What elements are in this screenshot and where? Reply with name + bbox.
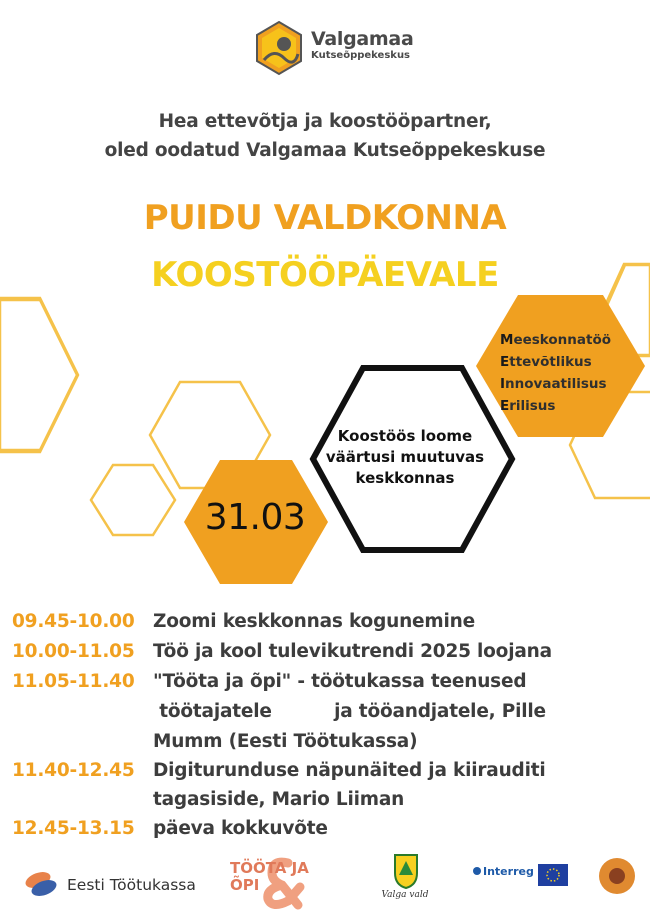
schedule-desc: päeva kokkuvõte — [153, 818, 328, 839]
gosmart-logo-icon — [597, 857, 637, 897]
toota-ja-opi-logo-text: TÖÖTA JA ÕPI — [230, 859, 309, 894]
schedule-time: 12.45-13.15 — [12, 818, 135, 839]
value-item: Innovaatilisus — [500, 376, 607, 392]
headline-line-2: KOOSTÖÖPÄEVALE — [151, 255, 499, 295]
schedule-desc: tagasiside, Mario Liiman — [153, 789, 405, 810]
valga-vald-coat-of-arms-icon — [393, 853, 419, 889]
eesti-tootukassa-logo-icon — [22, 866, 64, 902]
eu-flag-icon — [538, 864, 568, 886]
schedule-desc: Zoomi keskkonnas kogunemine — [153, 611, 475, 632]
value-item: Erilisus — [500, 398, 556, 414]
logo-subtitle: Kutseõppekeskus — [311, 50, 411, 61]
schedule-desc: Digiturunduse näpunäited ja kiirauditi — [153, 760, 546, 781]
schedule-time: 09.45-10.00 — [12, 611, 135, 632]
outline-hexagon — [91, 465, 175, 535]
logo-text — [311, 28, 413, 62]
logo-name: Valgamaa — [311, 28, 414, 50]
value-item: Meeskonnatöö — [500, 332, 612, 348]
valga-vald-logo-text: Valga vald — [381, 890, 429, 900]
schedule-desc: "Tööta ja õpi" - töötukassa teenused — [153, 671, 527, 692]
outline-hexagon — [0, 300, 77, 450]
valgamaa-logo-icon — [254, 20, 304, 76]
value-item: Ettevõtlikus — [500, 354, 592, 370]
schedule-time: 10.00-11.05 — [12, 641, 135, 662]
outline-hexagon — [0, 298, 78, 452]
schedule-time: 11.40-12.45 — [12, 760, 135, 781]
intro-line-1: Hea ettevõtja ja koostööpartner, — [158, 111, 492, 132]
event-date: 31.03 — [204, 497, 306, 538]
headline-line-1: PUIDU VALDKONNA — [143, 198, 507, 238]
schedule-time: 11.05-11.40 — [12, 671, 135, 692]
center-slogan: Koostöös loome väärtusi muutuvas keskkonnas — [325, 427, 485, 487]
interreg-dot-icon — [472, 866, 482, 876]
eesti-tootukassa-logo-text: Eesti Töötukassa — [67, 876, 196, 894]
schedule-desc: Töö ja kool tulevikutrendi 2025 loojana — [153, 641, 552, 662]
intro-line-2: oled oodatud Valgamaa Kutseõppekeskuse — [104, 140, 546, 161]
schedule-desc: töötajatele ja tööandjatele, Pille — [153, 701, 546, 722]
values-list — [500, 329, 611, 417]
interreg-logo-text: Interreg — [483, 865, 534, 878]
schedule-desc: Mumm (Eesti Töötukassa) — [153, 731, 418, 752]
